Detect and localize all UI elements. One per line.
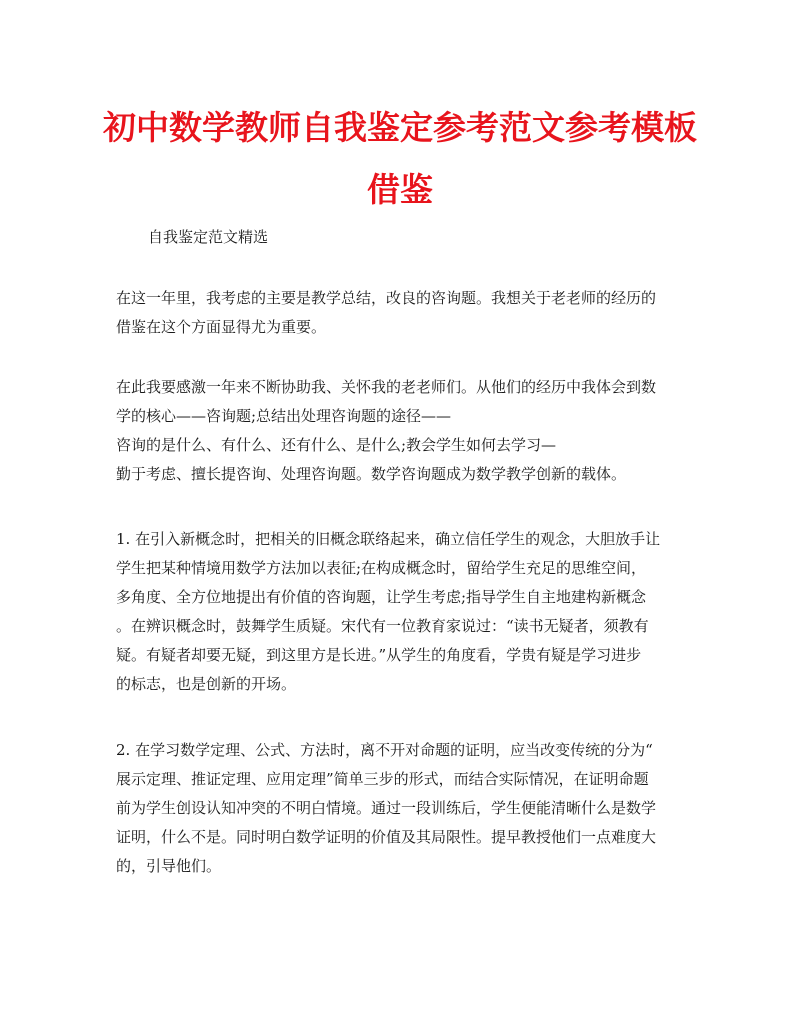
paragraph-line: 2. 在学习数学定理、公式、方法时，离不开对命题的证明，应当改变传统的分为“ [116,741,653,759]
paragraph-line: 前为学生创设认知冲突的不明白情境。通过一段训练后，学生便能清晰什么是数学 [116,799,657,817]
paragraph-1 [116,284,696,342]
paragraph-2 [116,373,696,489]
paragraph-3 [116,525,696,699]
document-title-line-2: 借鉴 [367,170,433,209]
paragraph-4 [116,736,696,881]
paragraph-line: 的标志，也是创新的开场。 [116,675,297,693]
document-subtitle: 自我鉴定范文精选 [148,228,269,246]
paragraph-line: 在此我要感激一年来不断协助我、关怀我的老老师们。从他们的经历中我体会到数 [116,378,657,396]
paragraph-line: 学生把某种情境用数学方法加以表征;在构成概念时，留给学生充足的思维空间， [116,559,647,577]
document-title-line-1: 初中数学教师自我鉴定参考范文参考模板 [103,108,697,147]
paragraph-line: 展示定理、推证定理、应用定理”简单三步的形式，而结合实际情况，在证明命题 [116,770,649,788]
paragraph-line: 勤于考虑、擅长提咨询、处理咨询题。数学咨询题成为数学教学创新的载体。 [116,465,627,483]
paragraph-line: 1. 在引入新概念时，把相关的旧概念联络起来，确立信任学生的观念，大胆放手让 [116,530,661,548]
paragraph-line: 。在辨识概念时，鼓舞学生质疑。宋代有一位教育家说过：“读书无疑者，须教有 [116,617,649,635]
paragraph-line: 咨询的是什么、有什么、还有什么、是什么;教会学生如何去学习— [116,436,557,454]
paragraph-line: 的，引导他们。 [116,857,222,875]
paragraph-line: 疑。有疑者却要无疑，到这里方是长进。”从学生的角度看，学贵有疑是学习进步 [116,646,642,664]
paragraph-line: 证明，什么不是。同时明白数学证明的价值及其局限性。提早教授他们一点难度大 [116,828,657,846]
paragraph-line: 在这一年里，我考虑的主要是教学总结，改良的咨询题。我想关于老老师的经历的 [116,289,657,307]
paragraph-line: 多角度、全方位地提出有价值的咨询题，让学生考虑;指导学生自主地建构新概念 [116,588,647,606]
paragraph-line: 借鉴在这个方面显得尤为重要。 [116,318,327,336]
paragraph-line: 学的核心——咨询题;总结出处理咨询题的途径—— [116,407,452,425]
